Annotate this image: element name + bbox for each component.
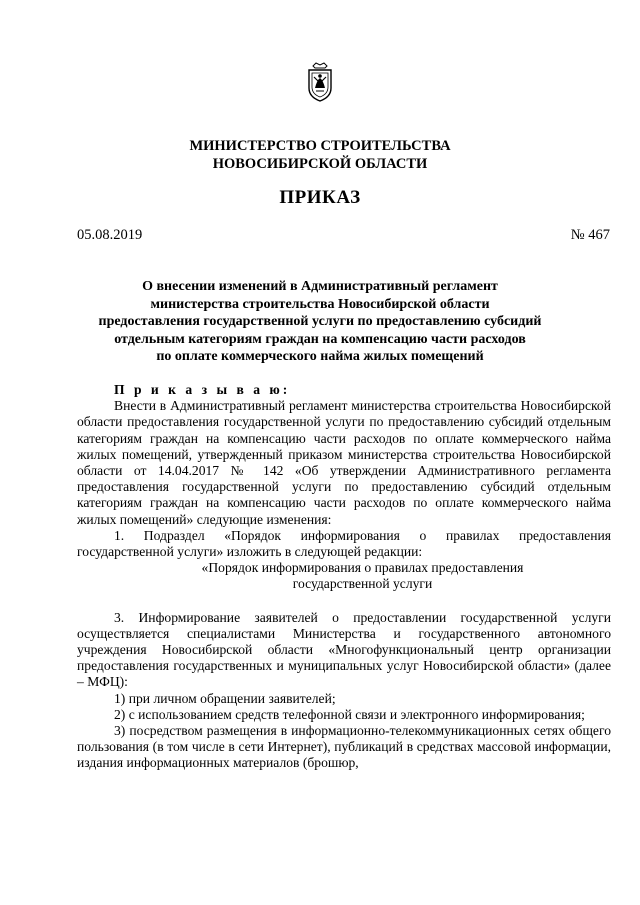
subject-line: по оплате коммерческого найма жилых помещений <box>156 349 484 364</box>
document-type: ПРИКАЗ <box>279 187 361 208</box>
intro-paragraph: Внести в Административный регламент министерства строительства Новосибирской области предоставления государственной услуги по предоставлению субсидий отдельным категориям граждан на компенсацию части расходов по оплате коммерческого найма жилых помещений, утвержденный приказом министерства строительства Новосибирской области от 14.04.2017 № 142 «Об утверждении Административного регламента предоставления государственной услуги по предоставлению субсидий отдельным категориям граждан на компенсацию части расходов по оплате коммерческого найма жилых помещений» следующие изменения: <box>77 398 611 527</box>
subject-line: предоставления государственной услуги по предоставлению субсидий <box>98 314 542 329</box>
ministry-line-2: НОВОСИБИРСКОЙ ОБЛАСТИ <box>212 156 428 172</box>
document-body <box>77 382 611 772</box>
subject-line: министерства строительства Новосибирской области <box>150 296 490 312</box>
coat-of-arms-icon <box>304 62 336 102</box>
document-number: № 467 <box>570 227 610 243</box>
item-3-paragraph: 3. Информирование заявителей о предоставлении государственной услуги осуществляется специалистами Министерства и государственного автономного учреждения Новосибирской области «Многофункциональный центр организации предоставления государственных и муниципальных услуг Новосибирской области» (далее – МФЦ): <box>77 609 611 690</box>
document-date: 05.08.2019 <box>77 227 143 243</box>
subitem-1: 1) при личном обращении заявителей; <box>114 690 336 706</box>
ministry-name <box>0 137 640 173</box>
subject-line: О внесении изменений в Административный регламент <box>142 279 498 294</box>
ministry-line-1: МИНИСТЕРСТВО СТРОИТЕЛЬСТВА <box>189 138 451 154</box>
subject-line: отдельным категориям граждан на компенсацию части расходов <box>114 331 526 347</box>
document-subject <box>70 278 570 366</box>
subitem-2: 2) с использованием средств телефонной связи и электронного информирования; <box>114 706 585 722</box>
spacer <box>77 593 611 610</box>
quote-title-line-2: государственной услуги <box>292 576 433 592</box>
order-word: П р и к а з ы в а ю: <box>114 382 291 397</box>
item-1-paragraph: 1. Подраздел «Порядок информирования о правилах предоставления государственной услуги» изложить в следующей редакции: <box>77 527 611 560</box>
subitem-3: 3) посредством размещения в информационно-телекоммуникационных сетях общего пользования (в том числе в сети Интернет), публикаций в средствах массовой информации, издания информационных материалов (брошюр, <box>77 723 611 771</box>
quote-title-line-1: «Порядок информирования о правилах предоставления <box>201 560 524 576</box>
